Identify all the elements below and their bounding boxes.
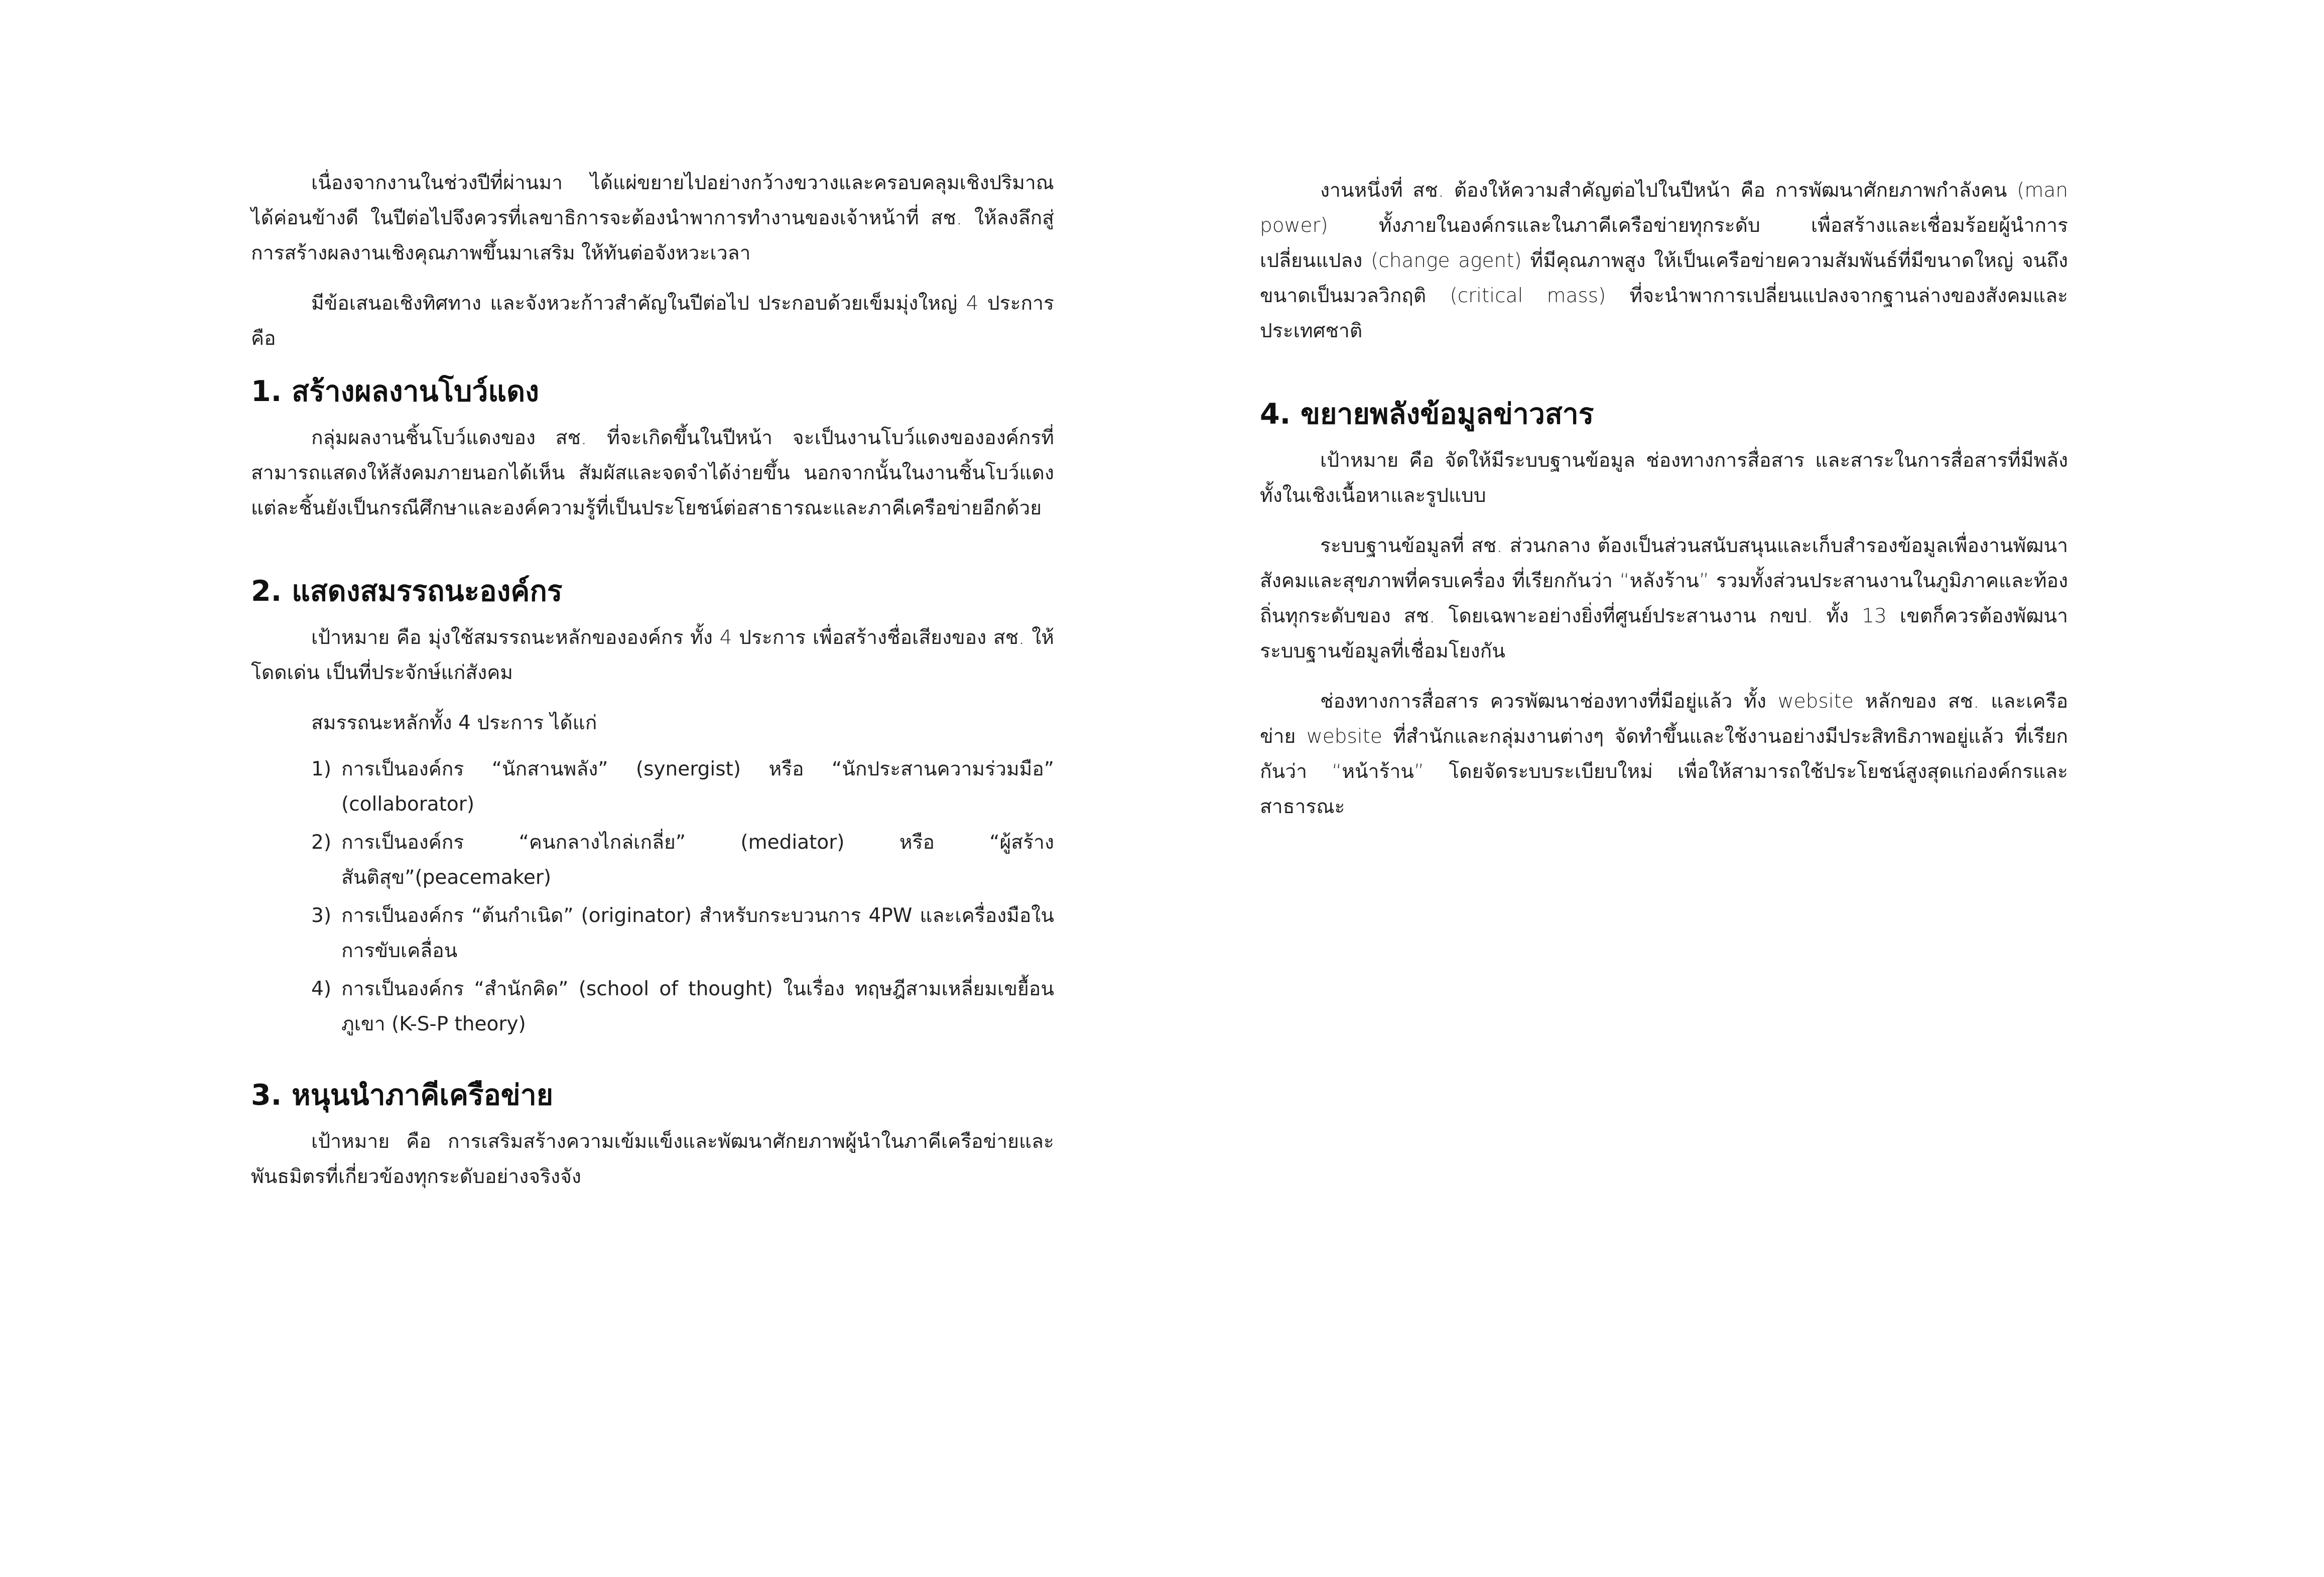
section-4-paragraph-1: เป้าหมาย คือ จัดให้มีระบบฐานข้อมูล ช่องทางการสื่อสาร และสาระในการสื่อสารที่มีพลังทั้งในเชิงเนื้อหาและรูปแบบ: [1260, 449, 2068, 507]
list-item-number: 3): [311, 904, 332, 927]
spacer: [251, 541, 1054, 571]
competencies-intro: สมรรถนะหลักทั้ง 4 ประการ ได้แก่: [311, 712, 597, 734]
section-3-paragraph-continued: งานหนึ่งที่ สช. ต้องให้ความสำคัญต่อไปในปีหน้า คือ การพัฒนาศักยภาพกำลังคน (man power) ทั้งภายในองค์กรและในภาคีเครือข่ายทุกระดับ เพื่อสร้างและเชื่อมร้อยผู้นำการเปลี่ยนแปลง (change agent) ที่มีคุณภาพสูง ให้เป็นเครือข่ายความสัมพันธ์ที่มีขนาดใหญ่ จนถึงขนาดเป็นมวลวิกฤติ (critical mass) ที่จะนำพาการเปลี่ยนแปลงจากฐานล่างของสังคมและประเทศชาติ: [1260, 179, 2068, 342]
list-item: [311, 825, 1054, 895]
section-1-paragraph: กลุ่มผลงานชิ้นโบว์แดงของ สช. ที่จะเกิดขึ้นในปีหน้า จะเป็นงานโบว์แดงขององค์กรที่สามารถแสดงให้สังคมภายนอกได้เห็น สัมผัสและจดจำได้ง่ายขึ้น นอกจากนั้นในงานชิ้นโบว์แดงแต่ละชิ้นยังเป็นกรณีศึกษาและองค์ความรู้ที่เป็นประโยชน์ต่อสาธารณะและภาคีเครือข่ายอีกด้วย: [251, 427, 1054, 519]
list-item-number: 1): [311, 758, 332, 780]
section-3-heading: 3. หนุนนำภาคีเครือข่าย: [251, 1079, 554, 1112]
list-item-text: การเป็นองค์กร “สำนักคิด” (school of thought) ในเรื่อง ทฤษฎีสามเหลี่ยมเขยื้อนภูเขา (K-S-P theory): [341, 978, 1054, 1035]
list-item-text: การเป็นองค์กร “ต้นกำเนิด” (originator) สำหรับกระบวนการ 4PW และเครื่องมือในการขับเคลื่อน: [341, 904, 1054, 962]
list-item-text: การเป็นองค์กร “คนกลางไกล่เกลี่ย” (mediator) หรือ “ผู้สร้างสันติสุข”(peacemaker): [341, 831, 1054, 889]
right-column: [1260, 173, 2068, 840]
section-1-heading: 1. สร้างผลงานโบว์แดง: [251, 375, 539, 408]
spacer: [1260, 364, 2068, 394]
section-4-paragraph-3: ช่องทางการสื่อสาร ควรพัฒนาช่องทางที่มีอยู่แล้ว ทั้ง website หลักของ สช. และเครือข่าย website ที่สำนักและกลุ่มงานต่างๆ จัดทำขึ้นและใช้งานอย่างมีประสิทธิภาพอยู่แล้ว ที่เรียกกันว่า “หน้าร้าน” โดยจัดระบบระเบียบใหม่ เพื่อให้สามารถใช้ประโยชน์สูงสุดแก่องค์กรและสาธารณะ: [1260, 690, 2068, 818]
list-item-number: 2): [311, 831, 332, 854]
list-item-text: การเป็นองค์กร “นักสานพลัง” (synergist) หรือ “นักประสานความร่วมมือ” (collaborator): [341, 758, 1054, 816]
list-item: [311, 898, 1054, 969]
section-4-paragraph-2: ระบบฐานข้อมูลที่ สช. ส่วนกลาง ต้องเป็นส่วนสนับสนุนและเก็บสำรองข้อมูลเพื่องานพัฒนาสังคมและสุขภาพที่ครบเครื่อง ที่เรียกกันว่า “หลังร้าน” รวมทั้งส่วนประสานงานในภูมิภาคและท้องถิ่นทุกระดับของ สช. โดยเฉพาะอย่างยิ่งที่ศูนย์ประสานงาน กขป. ทั้ง 13 เขตก็ควรต้องพัฒนาระบบฐานข้อมูลที่เชื่อมโยงกัน: [1260, 535, 2068, 663]
section-4-heading: 4. ขยายพลังข้อมูลข่าวสาร: [1260, 398, 1594, 431]
competencies-list: [311, 752, 1054, 1042]
intro-paragraph-1: เนื่องจากงานในช่วงปีที่ผ่านมา ได้แผ่ขยายไปอย่างกว้างขวางและครอบคลุมเชิงปริมาณได้ค่อนข้างดี ในปีต่อไปจึงควรที่เลขาธิการจะต้องนำพาการทำงานของเจ้าหน้าที่ สช. ให้ลงลึกสู่การสร้างผลงานเชิงคุณภาพขึ้นมาเสริม ให้ทันต่อจังหวะเวลา: [251, 172, 1054, 265]
section-2-heading: 2. แสดงสมรรถนะองค์กร: [251, 575, 563, 608]
section-3-paragraph: เป้าหมาย คือ การเสริมสร้างความเข้มแข็งและพัฒนาศักยภาพผู้นำในภาคีเครือข่ายและพันธมิตรที่เกี่ยวข้องทุกระดับอย่างจริงจัง: [251, 1130, 1054, 1188]
list-item: [311, 972, 1054, 1042]
left-column: [251, 166, 1054, 1210]
spacer: [251, 1045, 1054, 1075]
intro-paragraph-2: มีข้อเสนอเชิงทิศทาง และจังหวะก้าวสำคัญในปีต่อไป ประกอบด้วยเข็มมุ่งใหญ่ 4 ประการ คือ: [251, 292, 1054, 350]
list-item: [311, 752, 1054, 822]
section-2-paragraph: เป้าหมาย คือ มุ่งใช้สมรรถนะหลักขององค์กร ทั้ง 4 ประการ เพื่อสร้างชื่อเสียงของ สช. ให้โดดเด่น เป็นที่ประจักษ์แก่สังคม: [251, 626, 1054, 684]
list-item-number: 4): [311, 978, 332, 1000]
